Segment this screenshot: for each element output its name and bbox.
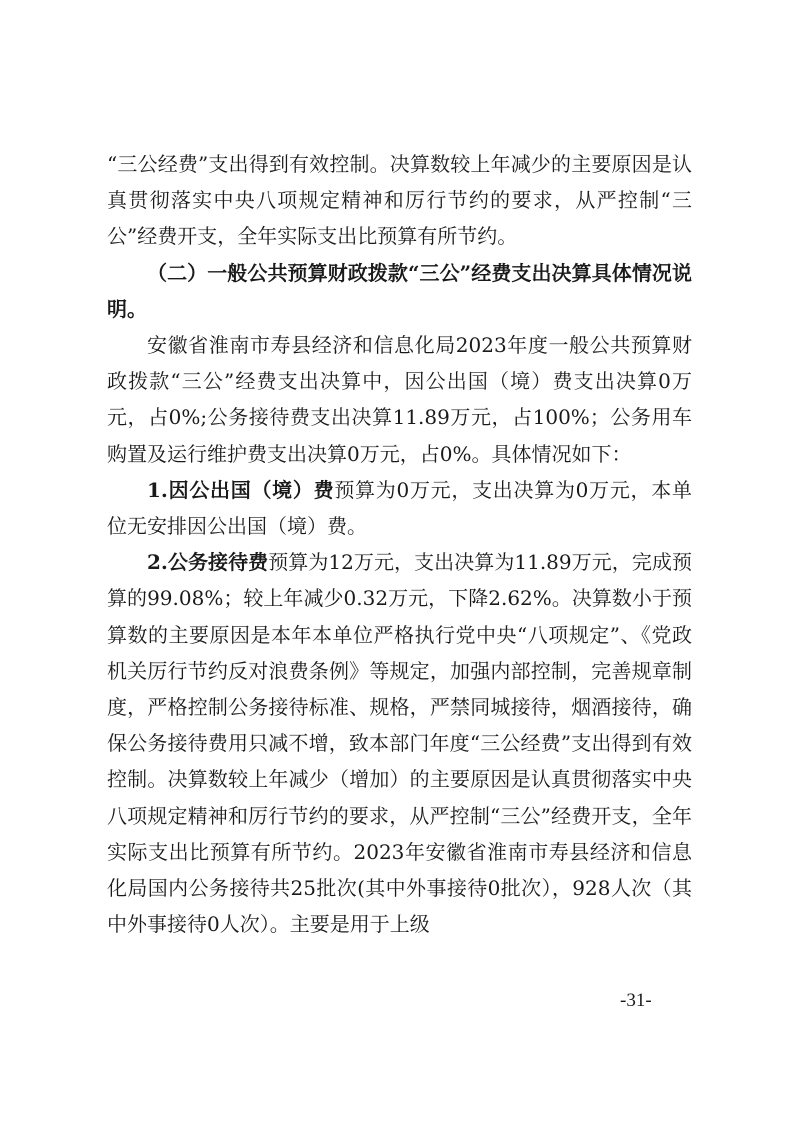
- item-overseas-travel: [107, 472, 692, 544]
- section-heading: （二）一般公共预算财政拨款“三公”经费支出决算具体情况说明。: [107, 260, 692, 321]
- paragraph-continuation: “三公经费”支出得到有效控制。决算数较上年减少的主要原因是认真贯彻落实中央八项规定精神和厉行节约的要求，从严控制“三公”经费开支，全年实际支出比预算有所节约。: [107, 152, 692, 249]
- item-overseas-travel-text: 预算为0万元，支出决算为0万元，本单位无安排因公出国（境）费。: [107, 477, 692, 539]
- item-official-reception: [107, 544, 692, 942]
- item-official-reception-lead: 2.公务接待费: [147, 550, 269, 575]
- paragraph-summary: 安徽省淮南市寿县经济和信息化局2023年度一般公共预算财政拨款“三公”经费支出决算中，因公出国（境）费支出决算0万元，占0%;公务接待费支出决算11.89万元，占100%；公务用车购置及运行维护费支出决算0万元，占0%。具体情况如下：: [107, 333, 692, 466]
- page-number: -31-: [620, 990, 652, 1011]
- body-text: [107, 146, 692, 942]
- item-overseas-travel-lead: 1.因公出国（境）费: [147, 477, 335, 502]
- item-official-reception-text: 预算为12万元，支出决算为11.89万元，完成预算的99.08%；较上年减少0.32万元，下降2.62%。决算数小于预算数的主要原因是本年本单位严格执行党中央“八项规定”、《党政机关厉行节约反对浪费条例》等规定，加强内部控制，完善规章制度，严格控制公务接待标准、规格，严禁同城接待，烟酒接待，确保公务接待费用只减不增，致本部门年度“三公经费”支出得到有效控制。决算数较上年减少（增加）的主要原因是认真贯彻落实中央八项规定精神和厉行节约的要求，从严控制“三公”经费开支，全年实际支出比预算有所节约。2023年安徽省淮南市寿县经济和信息化局国内公务接待共25批次(其中外事接待0批次），928人次（其中外事接待0人次）。主要是用于上级: [107, 550, 692, 937]
